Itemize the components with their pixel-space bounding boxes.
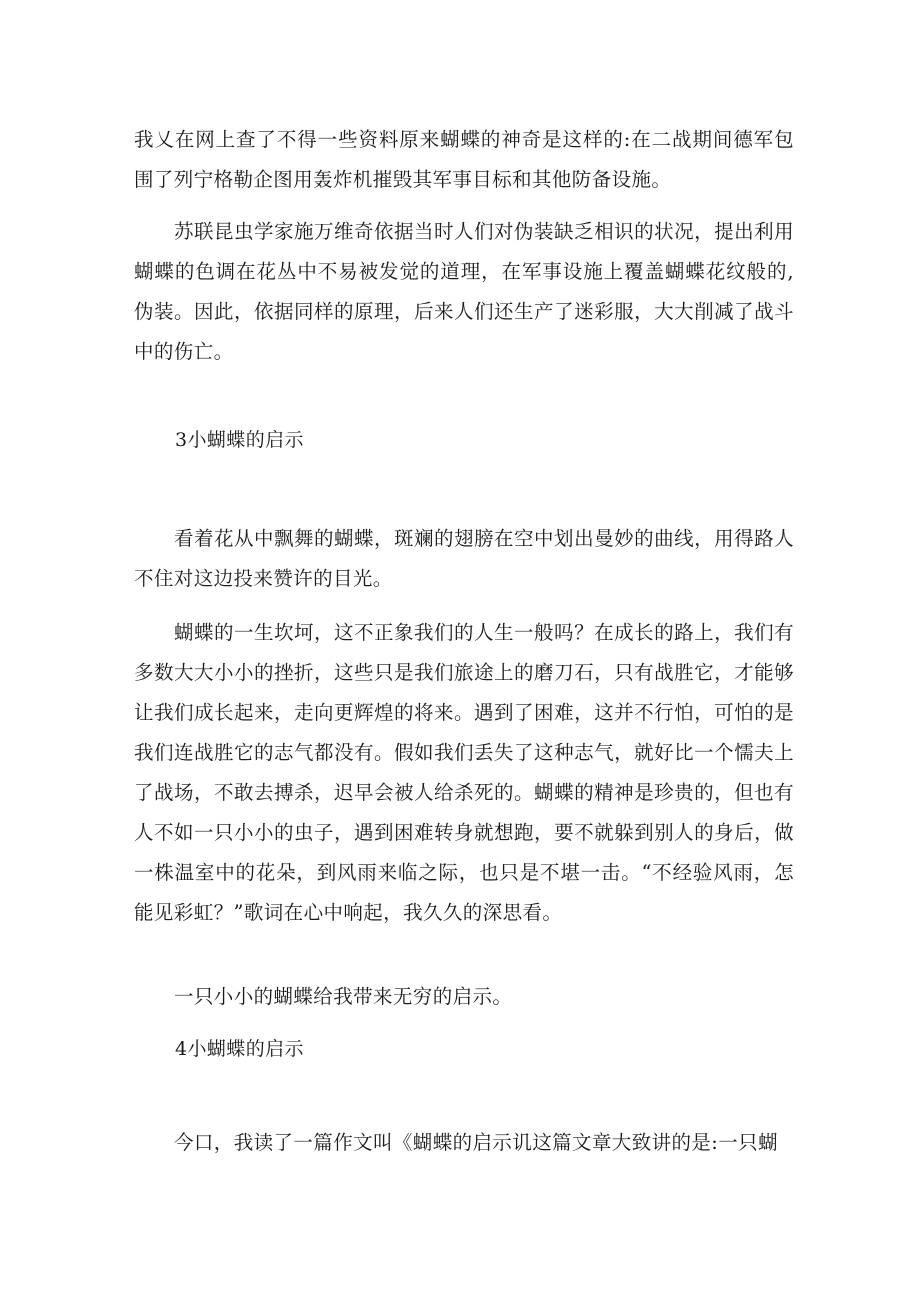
paragraph: 看着花从中飘舞的蝴蝶，斑斓的翅膀在空中划出曼妙的曲线，用得路人不住对这边投来赞许的目光。 [134, 527, 794, 590]
paragraph: 苏联昆虫学家施万维奇依据当时人们对伪装缺乏相识的状况，提出利用蝴蝶的色调在花丛中不易被发觉的道理，在军事设施上覆盖蝴蝶花纹般的,伪装。因此，依据同样的原理，后来人们还生产了迷彩服，大大削减了战斗中的伤亡。 [134, 220, 794, 363]
paragraph: 我乂在网上查了不得一些资料原来蝴蝶的神奇是这样的:在二战期间德军包围了列宁格勒企图用轰炸机摧毁其军事目标和其他防备设施。 [134, 128, 794, 191]
section-heading: 4小蝴蝶的启示 [175, 1038, 304, 1060]
section-heading: 3小蝴蝶的启示 [175, 429, 304, 451]
paragraph: 今口，我读了一篇作文叫《蝴蝶的启示讥这篇文章大致讲的是:一只蝴 [174, 1131, 778, 1154]
paragraph: 蝴蝶的一生坎坷，这不正象我们的人生一般吗？在成长的路上，我们有多数大大小小的挫折，这些只是我们旅途上的磨刀石，只有战胜它，才能够让我们成长起来，走向更辉煌的将来。遇到了困难，这并不行怕，可怕的是我们连战胜它的志气都没有。假如我们丢失了这种志气，就好比一个懦夫上了战场，不敢去搏杀，迟早会被人给杀死的。蝴蝶的精神是珍贵的，但也有人不如一只小小的虫子，遇到困难转身就想跑，要不就躲到别人的身后，做一株温室中的花朵，到风雨来临之际，也只是不堪一击。“不经验风雨，怎能见彩虹？”歌词在心中响起，我久久的深思看。 [134, 621, 794, 924]
paragraph: 一只小小的蝴蝶给我带来无穷的启示。 [174, 985, 513, 1008]
